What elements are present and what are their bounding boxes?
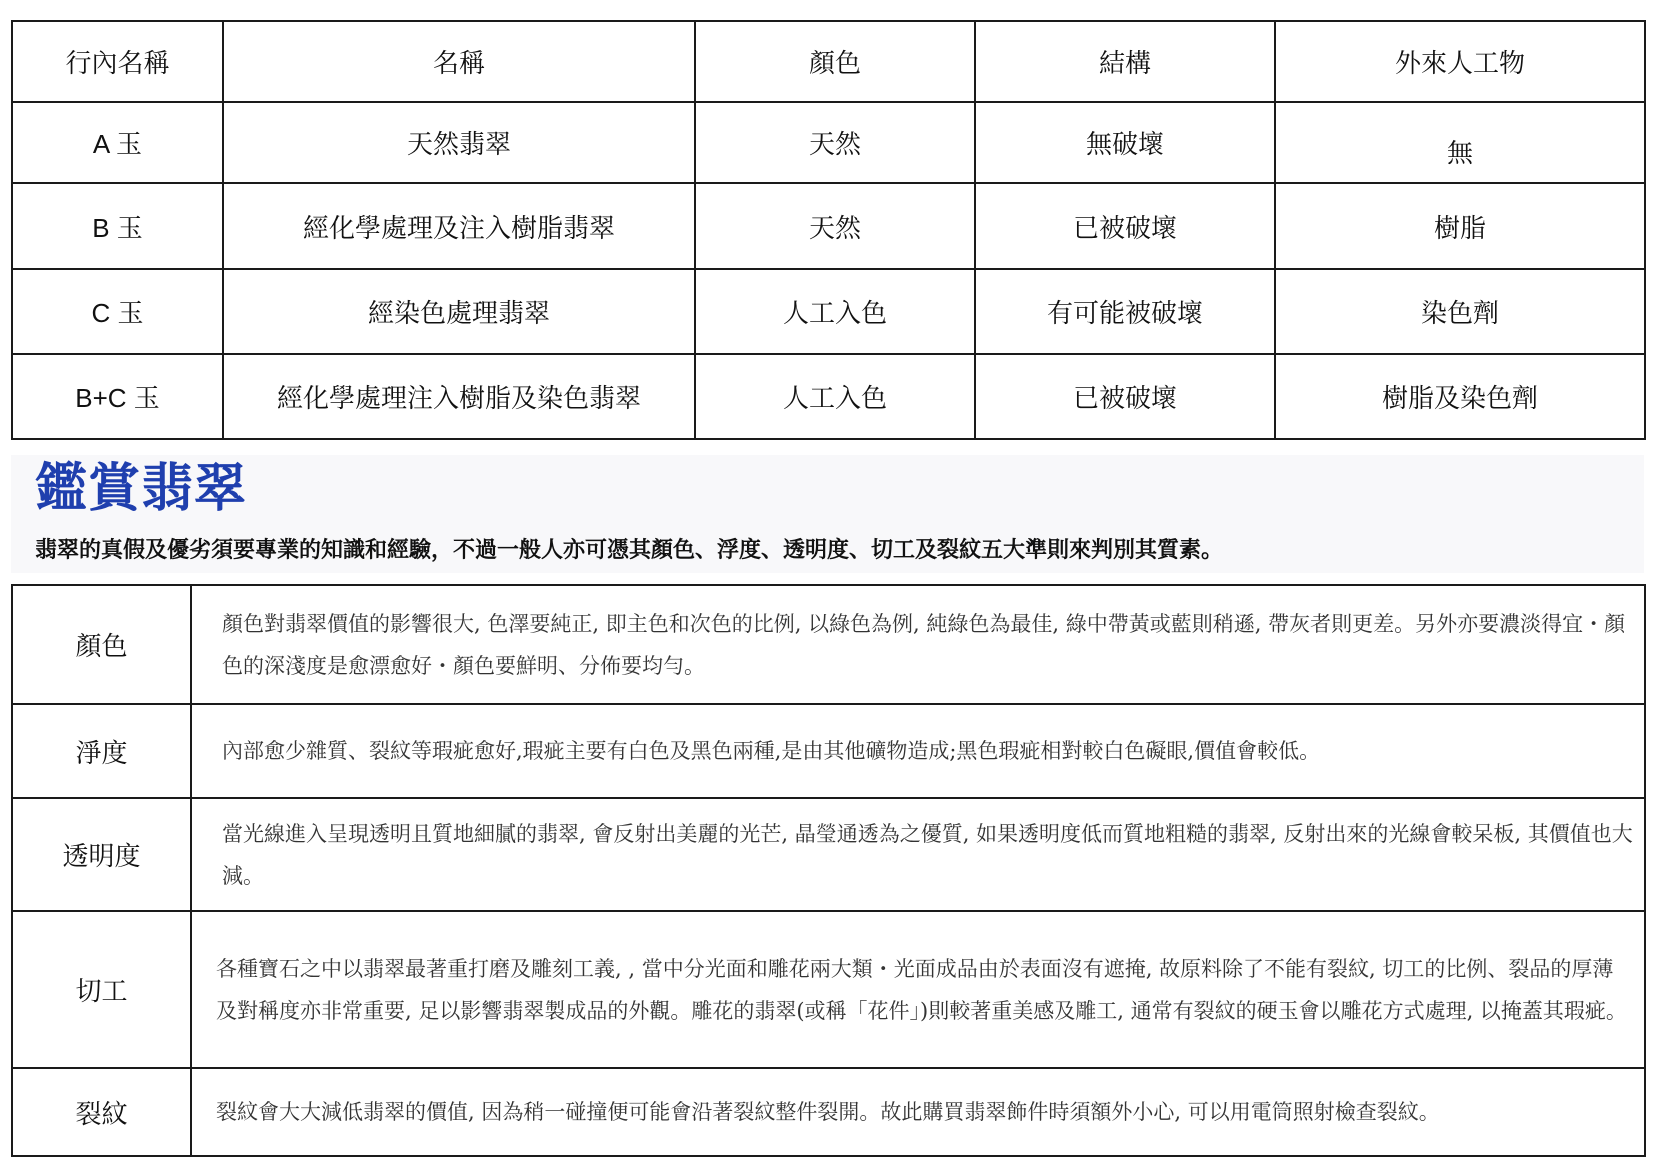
criterion-description: 當光線進入呈現透明且質地細膩的翡翠, 會反射出美麗的光芒, 晶瑩通透為之優質, 如果透明度低而質地粗糙的翡翠, 反射出來的光線會較呆板, 其價值也大減。 bbox=[191, 798, 1645, 911]
grade-name: 經染色處理翡翠 bbox=[223, 269, 695, 354]
criteria-table bbox=[11, 584, 1646, 1157]
grade-code: A 玉 bbox=[12, 102, 223, 183]
table-row bbox=[12, 102, 1645, 183]
header-structure: 結構 bbox=[975, 21, 1275, 102]
grade-name: 經化學處理注入樹脂及染色翡翠 bbox=[223, 354, 695, 439]
header-color: 顏色 bbox=[695, 21, 975, 102]
grade-code: C 玉 bbox=[12, 269, 223, 354]
criterion-description: 內部愈少雜質、裂紋等瑕疵愈好,瑕疵主要有白色及黑色兩種,是由其他礦物造成;黑色瑕疵相對較白色礙眼,價值會較低。 bbox=[191, 704, 1645, 798]
grade-structure: 無破壞 bbox=[975, 102, 1275, 183]
criterion-name: 切工 bbox=[12, 911, 191, 1068]
grade-foreign: 樹脂及染色劑 bbox=[1275, 354, 1645, 439]
grade-structure: 已被破壞 bbox=[975, 354, 1275, 439]
table-row bbox=[12, 911, 1645, 1068]
grade-foreign: 無 bbox=[1275, 102, 1645, 183]
grade-foreign: 染色劑 bbox=[1275, 269, 1645, 354]
section-intro: 翡翠的真假及優劣須要專業的知識和經驗，不過一般人亦可憑其顏色、浮度、透明度、切工及裂紋五大準則來判別其質素。 bbox=[35, 538, 1224, 563]
header-foreign-material: 外來人工物 bbox=[1275, 21, 1645, 102]
section-title: 鑑賞翡翠 bbox=[35, 459, 248, 519]
grade-code: B+C 玉 bbox=[12, 354, 223, 439]
table-row bbox=[12, 704, 1645, 798]
grade-color: 人工入色 bbox=[695, 354, 975, 439]
criterion-description: 裂紋會大大減低翡翠的價值, 因為稍一碰撞便可能會沿著裂紋整件裂開。故此購買翡翠飾件時須額外小心, 可以用電筒照射檢查裂紋。 bbox=[191, 1068, 1645, 1156]
grade-color: 人工入色 bbox=[695, 269, 975, 354]
table-row bbox=[12, 585, 1645, 704]
criterion-name: 裂紋 bbox=[12, 1068, 191, 1156]
table-row bbox=[12, 269, 1645, 354]
grade-code: B 玉 bbox=[12, 183, 223, 269]
grade-name: 經化學處理及注入樹脂翡翠 bbox=[223, 183, 695, 269]
header-trade-name: 行內名稱 bbox=[12, 21, 223, 102]
table-row bbox=[12, 1068, 1645, 1156]
grade-foreign: 樹脂 bbox=[1275, 183, 1645, 269]
table-row bbox=[12, 183, 1645, 269]
grade-name: 天然翡翠 bbox=[223, 102, 695, 183]
grade-color: 天然 bbox=[695, 102, 975, 183]
grade-structure: 已被破壞 bbox=[975, 183, 1275, 269]
table-row bbox=[12, 354, 1645, 439]
table-row bbox=[12, 798, 1645, 911]
jade-grades-table bbox=[11, 20, 1646, 440]
criterion-name: 透明度 bbox=[12, 798, 191, 911]
grade-structure: 有可能被破壞 bbox=[975, 269, 1275, 354]
criterion-name: 顏色 bbox=[12, 585, 191, 704]
criterion-name: 淨度 bbox=[12, 704, 191, 798]
appreciation-section bbox=[11, 455, 1644, 573]
criterion-description: 顏色對翡翠價值的影響很大, 色澤要純正, 即主色和次色的比例, 以綠色為例, 純綠色為最佳, 綠中帶黃或藍則稍遜, 帶灰者則更差。另外亦要濃淡得宜・顏色的深淺度是愈漂愈好・顏色要鮮明、分佈要均勻。 bbox=[191, 585, 1645, 704]
table-header-row bbox=[12, 21, 1645, 102]
criterion-description: 各種寶石之中以翡翠最著重打磨及雕刻工義, , 當中分光面和雕花兩大類・光面成品由於表面沒有遮掩, 故原料除了不能有裂紋, 切工的比例、裂品的厚薄及對稱度亦非常重要, 足以影響翡翠製成品的外觀。雕花的翡翠(或稱「花件」)則較著重美感及雕工, 通常有裂紋的硬玉會以雕花方式處理, 以掩蓋其瑕疵。 bbox=[191, 911, 1645, 1068]
grade-color: 天然 bbox=[695, 183, 975, 269]
header-name: 名稱 bbox=[223, 21, 695, 102]
